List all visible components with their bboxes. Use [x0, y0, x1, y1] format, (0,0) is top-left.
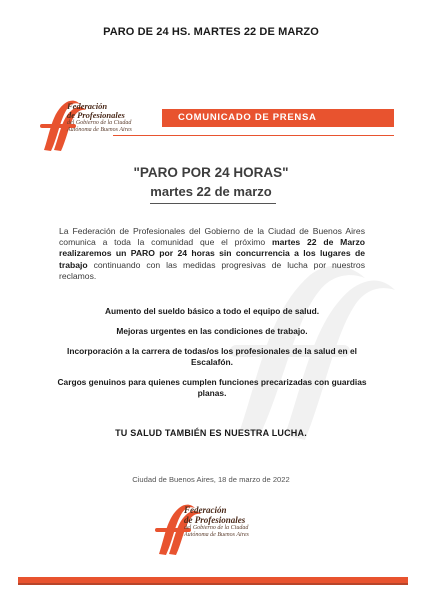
place-date: Ciudad de Buenos Aires, 18 de marzo de 2022	[132, 475, 290, 484]
page-header: PARO DE 24 HS. MARTES 22 DE MARZO	[103, 26, 319, 38]
intro-text-2: continuando con las medidas progresivas de lucha por nuestros reclamos.	[59, 259, 365, 281]
sub-title: martes 22 de marzo	[150, 184, 272, 199]
logo-line2: de Profesionales	[67, 110, 125, 120]
press-release-banner: COMUNICADO DE PRENSA	[162, 109, 394, 127]
federation-logo-footer	[152, 500, 282, 556]
banner-divider	[113, 135, 394, 136]
logo-line1: Federación	[67, 101, 108, 111]
demand-item: Aumento del sueldo básico a todo el equipo de salud.	[104, 306, 320, 316]
footer-bar-shadow	[18, 583, 408, 585]
title-divider	[150, 203, 276, 204]
intro-bold-text: martes 22 de Marzo realizaremos un PARO por 24 horas sin concurrencia a los lugares de trabajo	[59, 237, 365, 270]
intro-paragraph	[59, 226, 365, 282]
main-title: "PARO POR 24 HORAS"	[133, 165, 289, 180]
logo-line4: Autónoma de Buenos Aires	[184, 532, 249, 538]
logo-line2: de Profesionales	[184, 514, 246, 525]
intro-text-1: La Federación de Profesionales del Gobierno de la Ciudad de Buenos Aires comunica a toda la comunidad que el próximo	[59, 226, 365, 248]
logo-line3: del Gobierno de la Ciudad	[67, 120, 132, 126]
logo-line1: Federación	[184, 505, 227, 515]
logo-line4: Autónoma de Buenos Aires	[67, 127, 132, 133]
federation-logo	[38, 96, 160, 152]
demand-item: Mejoras urgentes en las condiciones de trabajo.	[116, 326, 308, 336]
slogan: TU SALUD TAMBIÉN ES NUESTRA LUCHA.	[115, 428, 307, 438]
demand-item: Cargos genuinos para quienes cumplen funciones precarizadas con guardias planas.	[57, 377, 367, 398]
demand-item: Incorporación a la carrera de todas/os los profesionales de la salud en el Escalafón.	[67, 346, 357, 367]
logo-line3: del Gobierno de la Ciudad	[184, 525, 249, 531]
